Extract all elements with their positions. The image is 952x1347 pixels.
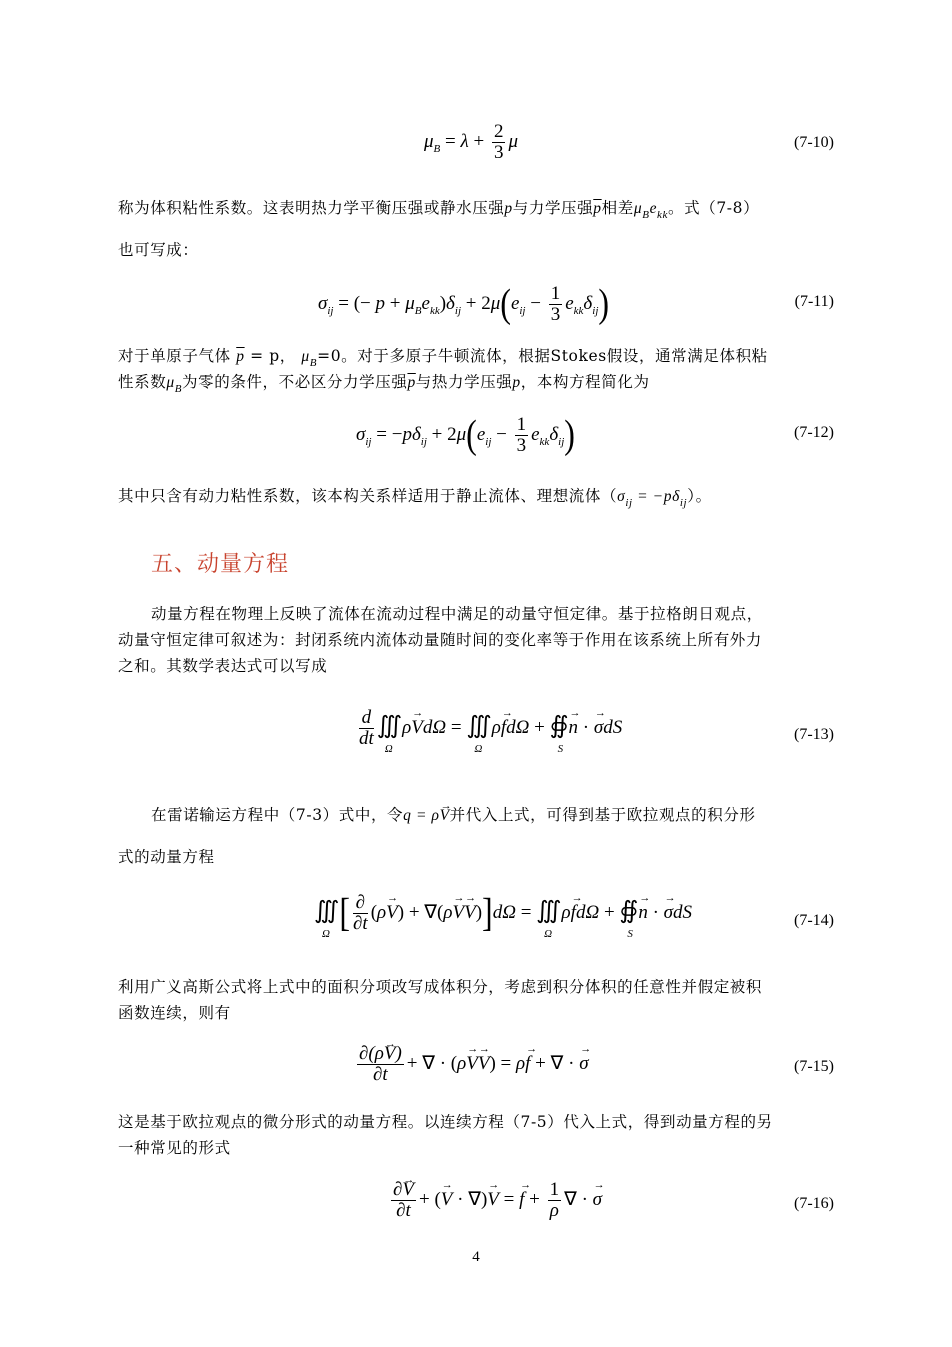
section-heading: 五、动量方程 xyxy=(151,552,290,577)
paragraph: 其中只含有动力粘性系数，该本构关系样适用于静止流体、理想流体$(\sigma_{ij} = -p\delta_{ij})$。 xyxy=(118,487,712,509)
paragraph-line: 动量方程在物理上反映了流体在流动过程中满足的动量守恒定律。基于拉格朗日观点， xyxy=(151,605,763,623)
paragraph-line: 之和。其数学表达式可以写成 xyxy=(118,657,328,675)
equation-label: (7-16) xyxy=(794,1195,834,1212)
equation-label: (7-10) xyxy=(794,134,834,151)
paragraph-line: 式的动量方程 xyxy=(118,848,215,866)
equation-7-11: $\sigma_{ij}$ = (− $p + \mu_Be_{kk})\delta_{ij} + 2\mu(e_{ij}$ − $\frac{1}{3}$ $e_{kk}\delta_{ij}$) xyxy=(318,280,610,326)
paragraph: 称为体积粘性系数。这表明热力学平衡压强或静水压强p与力学压强$\overline{p}$相差$\mu_Be_{kk}$。式（7-8） xyxy=(118,199,760,221)
paragraph-line: 这是基于欧拉观点的微分形式的动量方程。以连续方程（7-5）代入上式，得到动量方程的另 xyxy=(118,1113,773,1131)
paragraph-line: 利用广义高斯公式将上式中的面积分项改写成体积分，考虑到积分体积的任意性并假定被积 xyxy=(118,978,763,996)
equation-label: (7-15) xyxy=(794,1058,834,1075)
equation-7-15: $\frac{\partial(\rho V \to)}{\partial t}$ + ∇ · (ρV →V →) = ρf → + ∇ · σ → xyxy=(354,1044,589,1085)
equation-7-12: $\sigma_{ij} = -p\delta_{ij} + 2\mu(e_{ij}$ − $\frac{1}{3}$ $e_{kk}\delta_{ij}$) xyxy=(356,411,575,457)
paragraph-line: 动量守恒定律可叙述为：封闭系统内流体动量随时间的变化率等于作用在该系统上所有外力 xyxy=(118,631,763,649)
paragraph-line: 也可写成： xyxy=(118,241,199,259)
paragraph: 性系数$\mu_B$为零的条件，不必区分力学压强$\overline{p}$与热力学压强p，本构方程简化为 xyxy=(118,373,650,395)
paragraph: 对于单原子气体 $\overline{p} = p$， $\mu_B=0$。对于多原子牛顿流体，根据Stokes假设，通常满足体积粘 xyxy=(118,347,768,369)
paragraph-line: 函数连续，则有 xyxy=(118,1004,231,1022)
equation-label: (7-14) xyxy=(794,912,834,929)
paragraph-line: 一种常见的形式 xyxy=(118,1139,231,1157)
paragraph: 在雷诺输运方程中（7-3）式中，令q = ρV →并代入上式，可得到基于欧拉观点的积分形 xyxy=(151,803,834,828)
equation-label: (7-12) xyxy=(794,424,834,441)
page-number: 4 xyxy=(472,1249,480,1265)
equation-7-14: ∭ Ω [ $\frac{\partial}{\partial t}$ (ρV →) + ∇(ρV →V →)]dΩ = ∭ Ω ρf →dΩ + ∯ S n → · σ →dS xyxy=(314,893,692,934)
equation-label: (7-11) xyxy=(794,293,834,310)
equation-7-13: $\frac{d}{dt}$ ∭ Ω ρV →dΩ = ∭ Ω ρf →dΩ + ∯ S n → · σ →dS xyxy=(356,708,622,749)
equation-label: (7-13) xyxy=(794,726,834,743)
equation-7-16: $\frac{\partial V \to}{\partial t}$ + (V → · ∇)V → = f → + $\frac{1}{\rho}$ ∇ · σ → xyxy=(388,1180,602,1221)
equation-7-10: $\mu_B = \lambda$ + $\frac{2}{3}$ μ xyxy=(424,121,518,163)
